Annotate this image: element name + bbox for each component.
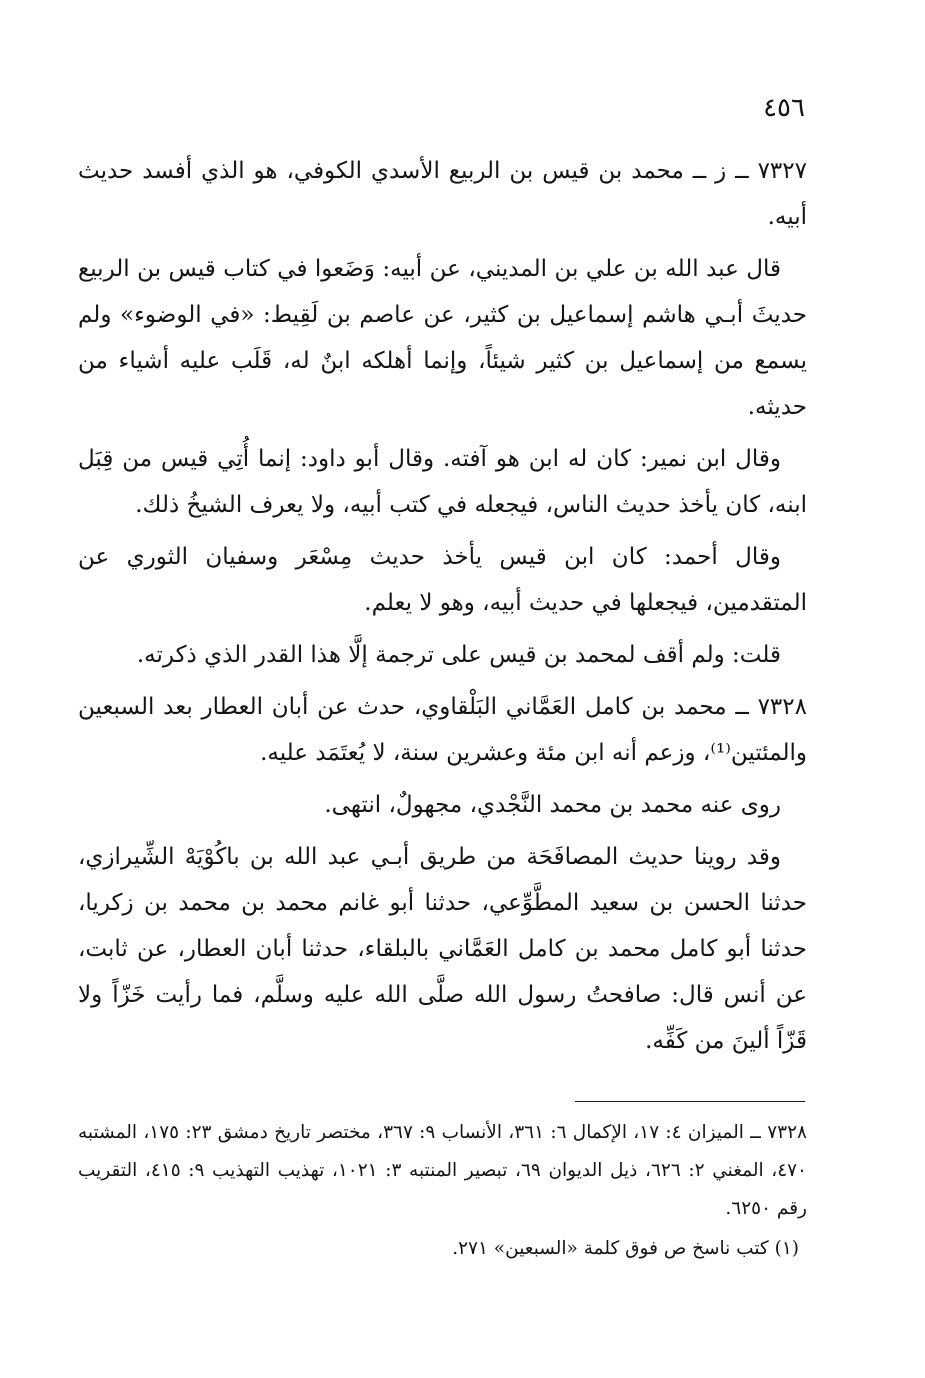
page-number: ٤٥٦ xyxy=(763,93,805,123)
paragraph: وقد روينا حديث المصافَحَة من طريق أبـي عبد الله بن باكُوْيَهْ الشِّيرازي، حدثنا الحسن بن سعيد المطَّوِّعي، حدثنا أبو غانم محمد بن محمد بن زكريا، حدثنا أبو كامل محمد بن كامل العَمَّاني بالبلقاء، حدثنا أبان العطار، عن ثابت، عن أنس قال: صافحتُ رسول الله صلَّى الله عليه وسلَّم، فما رأيت خَزّاً ولا قَزّاً ألينَ من كَفِّه. xyxy=(78,844,807,1054)
footnotes xyxy=(78,1114,807,1268)
entry-7328: ٧٣٢٨ ــ محمد بن كامل العَمَّاني البَلْقاوي، حدث عن أبان العطار بعد السبعين والمئتين⁽¹⁾، وزعم أنه ابن مئة وعشرين سنة، لا يُعتَمَد عليه. xyxy=(78,694,807,766)
paragraph: وقال أحمد: كان ابن قيس يأخذ حديث مِسْعَر وسفيان الثوري عن المتقدمين، فيجعلها في حديث أبيه، وهو لا يعلم. xyxy=(78,544,807,616)
paragraph: قال عبد الله بن علي بن المديني، عن أبيه: وَضَعوا في كتاب قيس بن الربيع حديثَ أبـي هاشم إسماعيل بن كثير، عن عاصم بن لَقِيط: «في الوضوء» ولم يسمع من إسماعيل بن كثير شيئاً، وإنما أهلكه ابنٌ له، قَلَب عليه أشياء من حديثه. xyxy=(78,256,807,420)
source-note: ٧٣٢٨ ــ الميزان ٤: ١٧، الإكمال ٦: ٣٦١، الأنساب ٩: ٣٦٧، مختصر تاريخ دمشق ٢٣: ١٧٥، المشتبه ٤٧٠، المغني ٢: ٦٢٦، ذيل الديوان ٦٩، تبصير المنتبه ٣: ١٠٢١، تهذيب التهذيب ٩: ٤١٥، التقريب رقم ٦٢٥٠. xyxy=(78,1122,807,1219)
paragraph: روى عنه محمد بن محمد النَّجْدي، مجهولٌ، انتهى. xyxy=(324,792,781,818)
paragraph: وقال ابن نمير: كان له ابن هو آفته. وقال أبو داود: إنما أُتِي قيس من قِبَل ابنه، كان يأخذ حديث الناس، فيجعله في كتب أبيه، ولا يعرف الشيخُ ذلك. xyxy=(78,446,807,518)
footnote-separator xyxy=(575,1101,805,1102)
entry-7327: ٧٣٢٧ ــ ز ــ محمد بن قيس بن الربيع الأسدي الكوفي، هو الذي أفسد حديث أبيه. xyxy=(78,158,807,230)
paragraph: قلت: ولم أقف لمحمد بن قيس على ترجمة إلَّا هذا القدر الذي ذكرته. xyxy=(136,642,781,668)
footnote-1: (١) كتب ناسخ ص فوق كلمة «السبعين» ٢٧١. xyxy=(452,1238,799,1259)
main-text xyxy=(78,148,807,1070)
